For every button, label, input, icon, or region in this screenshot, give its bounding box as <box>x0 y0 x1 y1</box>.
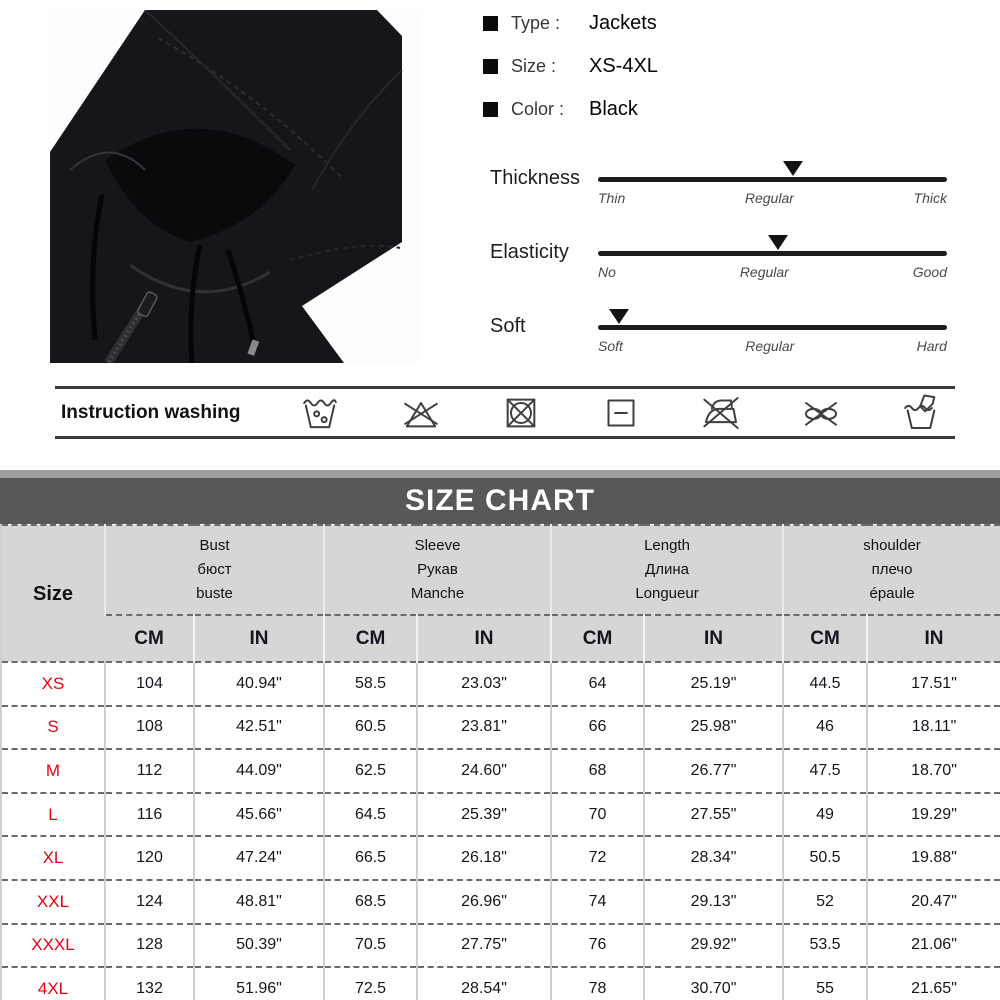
scale-left: Thin <box>598 190 626 206</box>
attribute-label: Size : <box>511 55 557 76</box>
measurement-cell: 18.11" <box>867 706 1000 750</box>
measurement-cell: 27.55" <box>644 793 783 837</box>
size-cell: M <box>1 749 105 793</box>
slider-scale <box>598 338 947 354</box>
attribute-size <box>483 53 658 79</box>
slider-label: Thickness <box>490 167 581 189</box>
slider-marker-icon <box>768 235 788 250</box>
measurement-cell: 70.5 <box>324 924 417 968</box>
machine-wash-icon <box>300 392 340 434</box>
measurement-cell: 68 <box>551 749 644 793</box>
table-row-xxxl <box>1 924 1000 968</box>
table-row-xl <box>1 836 1000 880</box>
do-not-bleach-icon <box>401 392 441 434</box>
measurement-cell: 53.5 <box>783 924 867 968</box>
unit-header-in: IN <box>644 615 783 662</box>
slider-marker-icon <box>609 309 629 324</box>
dry-flat-icon <box>601 392 641 434</box>
table-row-xs <box>1 662 1000 706</box>
measurement-cell: 23.03" <box>417 662 551 706</box>
slider-label: Elasticity <box>490 241 569 263</box>
chart-top-edge <box>0 470 1000 478</box>
measurement-cell: 20.47" <box>867 880 1000 924</box>
product-attributes <box>483 10 658 139</box>
measurement-cell: 66 <box>551 706 644 750</box>
measurement-cell: 62.5 <box>324 749 417 793</box>
measurement-cell: 29.92" <box>644 924 783 968</box>
measurement-cell: 21.06" <box>867 924 1000 968</box>
measurement-cell: 24.60" <box>417 749 551 793</box>
unit-header-cm: CM <box>783 615 867 662</box>
bullet-square-icon <box>483 16 498 31</box>
table-row-4xl <box>1 967 1000 1000</box>
slider-label: Soft <box>490 315 526 337</box>
measurement-cell: 19.88" <box>867 836 1000 880</box>
thickness-slider <box>490 157 947 219</box>
table-row-l <box>1 793 1000 837</box>
bust-group-header: Bust бюст buste <box>105 525 324 615</box>
size-cell: L <box>1 793 105 837</box>
elasticity-slider <box>490 231 947 293</box>
measurement-cell: 46 <box>783 706 867 750</box>
measurement-cell: 76 <box>551 924 644 968</box>
measurement-cell: 70 <box>551 793 644 837</box>
measurement-cell: 23.81" <box>417 706 551 750</box>
measurement-cell: 25.98" <box>644 706 783 750</box>
measurement-cell: 120 <box>105 836 194 880</box>
attribute-label: Type : <box>511 12 561 33</box>
measurement-cell: 28.34" <box>644 836 783 880</box>
size-chart-title: SIZE CHART <box>405 484 595 517</box>
measurement-cell: 30.70" <box>644 967 783 1000</box>
size-column-header: Size <box>1 525 105 662</box>
measurement-cell: 17.51" <box>867 662 1000 706</box>
washing-icons <box>300 392 941 434</box>
unit-header-cm: CM <box>324 615 417 662</box>
measurement-cell: 68.5 <box>324 880 417 924</box>
measurement-cell: 40.94" <box>194 662 324 706</box>
measurement-cell: 128 <box>105 924 194 968</box>
measurement-cell: 132 <box>105 967 194 1000</box>
scale-mid: Regular <box>744 190 794 206</box>
measurement-cell: 21.65" <box>867 967 1000 1000</box>
slider-scale <box>598 190 947 206</box>
measurement-cell: 64.5 <box>324 793 417 837</box>
measurement-cell: 124 <box>105 880 194 924</box>
scale-right: Hard <box>916 338 947 354</box>
measurement-cell: 72.5 <box>324 967 417 1000</box>
measurement-cell: 50.5 <box>783 836 867 880</box>
unit-header-cm: CM <box>551 615 644 662</box>
size-cell: S <box>1 706 105 750</box>
measurement-cell: 104 <box>105 662 194 706</box>
measurement-cell: 49 <box>783 793 867 837</box>
scale-right: Thick <box>913 190 947 206</box>
measurement-cell: 44.09" <box>194 749 324 793</box>
do-not-tumble-dry-icon <box>501 392 541 434</box>
measurement-cell: 48.81" <box>194 880 324 924</box>
measurement-cell: 108 <box>105 706 194 750</box>
slider-scale <box>598 264 947 280</box>
measurement-cell: 29.13" <box>644 880 783 924</box>
measurement-cell: 27.75" <box>417 924 551 968</box>
unit-header-in: IN <box>867 615 1000 662</box>
scale-mid: Regular <box>739 264 789 280</box>
measurement-cell: 51.96" <box>194 967 324 1000</box>
measurement-cell: 45.66" <box>194 793 324 837</box>
size-chart-title-band <box>0 478 1000 524</box>
measurement-cell: 66.5 <box>324 836 417 880</box>
size-chart-table <box>0 524 1000 1000</box>
do-not-iron-icon <box>701 392 741 434</box>
shoulder-group-header: shoulder плечо épaule <box>783 525 1000 615</box>
attribute-value: Jackets <box>589 11 657 34</box>
unit-header-in: IN <box>417 615 551 662</box>
measurement-cell: 25.19" <box>644 662 783 706</box>
slider-track <box>598 251 947 256</box>
scale-left: No <box>598 264 616 280</box>
sleeve-group-header: Sleeve Рукав Manche <box>324 525 551 615</box>
measurement-cell: 116 <box>105 793 194 837</box>
size-cell: 4XL <box>1 967 105 1000</box>
measurement-cell: 47.5 <box>783 749 867 793</box>
measurement-cell: 42.51" <box>194 706 324 750</box>
measurement-cell: 44.5 <box>783 662 867 706</box>
size-cell: XXXL <box>1 924 105 968</box>
size-cell: XXL <box>1 880 105 924</box>
measurement-cell: 72 <box>551 836 644 880</box>
measurement-cell: 74 <box>551 880 644 924</box>
table-row-xxl <box>1 880 1000 924</box>
size-cell: XS <box>1 662 105 706</box>
size-cell: XL <box>1 836 105 880</box>
attribute-value: XS-4XL <box>589 54 658 77</box>
table-row-s <box>1 706 1000 750</box>
unit-header-in: IN <box>194 615 324 662</box>
washing-instructions-strip <box>55 386 955 439</box>
slider-track <box>598 177 947 182</box>
do-not-wring-icon <box>801 392 841 434</box>
unit-header-cm: CM <box>105 615 194 662</box>
measurement-cell: 64 <box>551 662 644 706</box>
scale-left: Soft <box>598 338 623 354</box>
measurement-cell: 18.70" <box>867 749 1000 793</box>
measurement-cell: 47.24" <box>194 836 324 880</box>
slider-track <box>598 325 947 330</box>
table-row-m <box>1 749 1000 793</box>
measurement-cell: 50.39" <box>194 924 324 968</box>
soft-slider <box>490 305 947 367</box>
attribute-type <box>483 10 658 36</box>
measurement-cell: 25.39" <box>417 793 551 837</box>
product-photo-black-hoodie <box>50 10 420 363</box>
measurement-cell: 26.18" <box>417 836 551 880</box>
attribute-label: Color : <box>511 98 565 119</box>
attribute-color <box>483 96 658 122</box>
length-group-header: Length Длина Longueur <box>551 525 783 615</box>
measurement-cell: 112 <box>105 749 194 793</box>
scale-mid: Regular <box>745 338 795 354</box>
measurement-cell: 52 <box>783 880 867 924</box>
measurement-cell: 26.77" <box>644 749 783 793</box>
bullet-square-icon <box>483 102 498 117</box>
slider-marker-icon <box>783 161 803 176</box>
bullet-square-icon <box>483 59 498 74</box>
measurement-cell: 78 <box>551 967 644 1000</box>
attribute-value: Black <box>589 97 638 120</box>
measurement-cell: 19.29" <box>867 793 1000 837</box>
measurement-cell: 60.5 <box>324 706 417 750</box>
scale-right: Good <box>912 264 947 280</box>
hand-wash-icon <box>901 392 941 434</box>
measurement-cell: 28.54" <box>417 967 551 1000</box>
measurement-cell: 58.5 <box>324 662 417 706</box>
washing-label: Instruction washing <box>61 401 241 423</box>
measurement-cell: 26.96" <box>417 880 551 924</box>
measurement-cell: 55 <box>783 967 867 1000</box>
